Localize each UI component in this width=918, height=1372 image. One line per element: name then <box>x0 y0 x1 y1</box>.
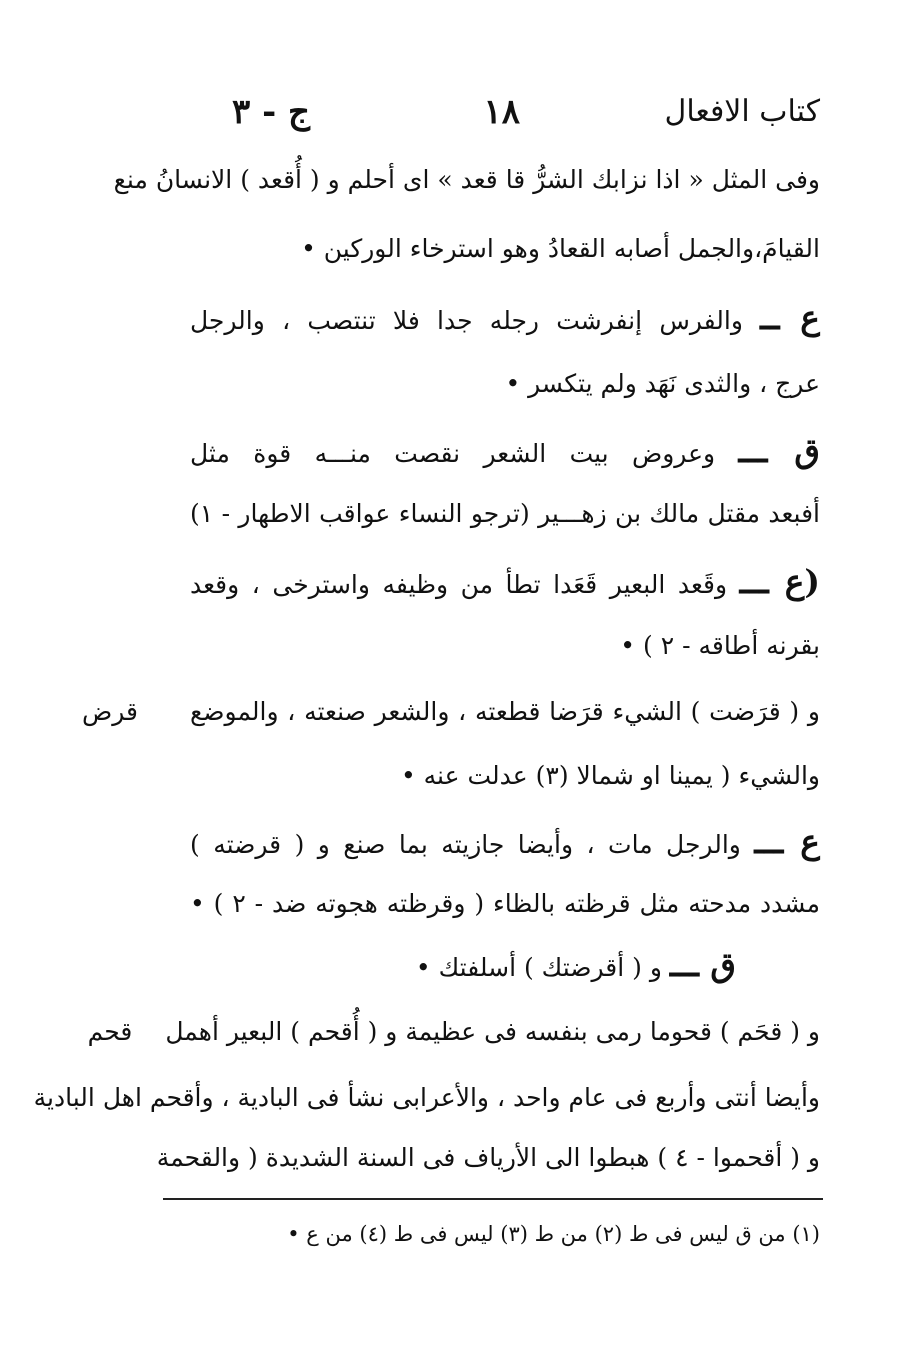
text-line <box>190 562 820 605</box>
text-line: وأيضا أنتى وأربع فى عام واحد ، والأعرابى نشأ فى البادية ، وأقحم اهل البادية <box>33 1083 820 1112</box>
text-line-body: و ( أقرضتك ) أسلفتك • <box>415 953 662 982</box>
margin-headword: قحم <box>87 1017 133 1046</box>
text-line-body: والفرس إنفرشت رجله جدا فلا تنتصب ، والرجل <box>190 306 743 335</box>
text-line <box>190 298 820 341</box>
source-mark: ع ــ <box>760 298 820 337</box>
page-number: ١٨ <box>483 92 520 132</box>
text-line <box>190 431 820 474</box>
text-line: و ( أقحموا - ٤ ) هبطوا الى الأرياف فى السنة الشديدة ( والقحمة <box>156 1143 820 1172</box>
footnote: (١) من ق ليس فى ط (٢) من ط (٣) ليس فى ط (٤) من ع • <box>287 1222 820 1246</box>
text-line: عرج ، والثدى نَهَد ولم يتكسر • <box>505 369 820 398</box>
verse-line: أفبعد مقتل مالك بن زهـــير (ترجو النساء عواقب الاطهار - ١) <box>190 499 820 528</box>
source-mark: ق ـــ <box>669 945 736 984</box>
part-number: ج - ٣ <box>232 92 310 132</box>
source-mark: ع ـــ <box>754 822 820 861</box>
footnote-rule <box>163 1198 823 1200</box>
text-line: و ( قرَضت ) الشيء قرَضا قطعته ، والشعر صنعته ، والموضع <box>190 697 820 726</box>
text-line: القيامَ،والجمل أصابه القعادُ وهو استرخاء الوركين • <box>301 234 820 263</box>
text-line: بقرنه أطاقه - ٢ ) • <box>620 631 820 660</box>
margin-headword: قرض <box>82 697 138 726</box>
text-line: مشدد مدحته مثل قرظته بالظاء ( وقرظته هجوته ضد - ٢ ) • <box>190 889 820 918</box>
text-line-body: والرجل مات ، وأيضا جازيته بما صنع و ( قرضته ) <box>190 830 741 859</box>
source-mark: ق ـــ <box>738 431 820 470</box>
text-line: والشيء ( يمينا او شمالا (٣) عدلت عنه • <box>400 761 820 790</box>
text-line: وفى المثل « اذا نزابك الشرُّ قا قعد » اى أحلم و ( أُقعد ) الانسانُ منع <box>113 165 820 194</box>
text-line-body: وقَعد البعير قَعَدا تطأ من وظيفه واسترخى ، وقعد <box>190 570 728 599</box>
page-header <box>190 82 820 142</box>
text-line: و ( قحَم ) قحوما رمى بنفسه فى عظيمة و ( أُقحم ) البعير أهمل <box>165 1017 820 1046</box>
text-line <box>190 945 736 988</box>
text-line-body: وعروض بيت الشعر نقصت منـــه قوة مثل <box>190 439 716 468</box>
source-mark: (ع ـــ <box>739 562 820 601</box>
text-line <box>190 822 820 865</box>
book-title: كتاب الافعال <box>664 94 820 129</box>
